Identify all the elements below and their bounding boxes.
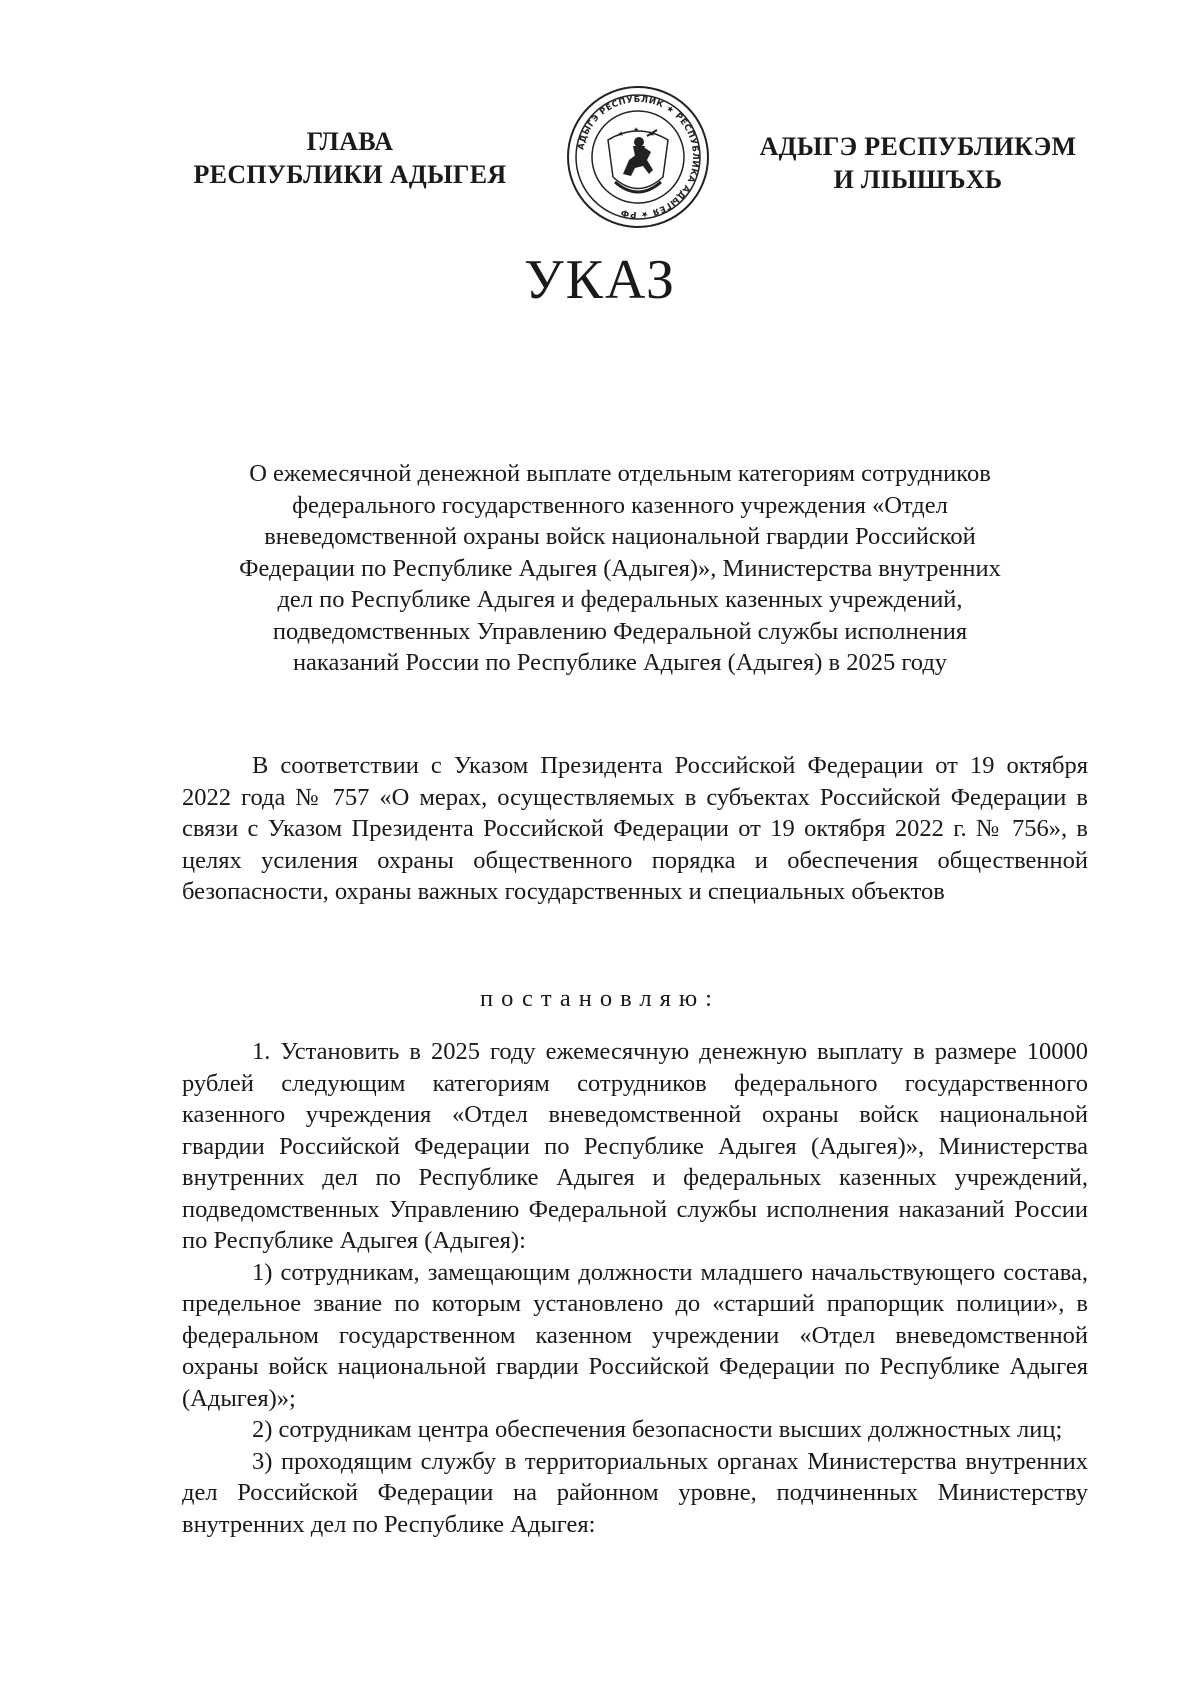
header-right <box>748 130 1088 196</box>
header-left <box>150 125 550 191</box>
svg-text:★: ★ <box>633 126 640 134</box>
subject-line: подведомственных Управлению Федеральной службы исполнения <box>272 617 968 645</box>
subject-line: наказаний России по Республике Адыгея (Адыгея) в 2025 году <box>292 649 948 676</box>
header-right-line-2: И ЛІЫШЪХЬ <box>833 165 1003 194</box>
header-right-line-1: АДЫГЭ РЕСПУБЛИКЭМ <box>759 132 1077 161</box>
body-paragraph: 2) сотрудникам центра обеспечения безопасности высших должностных лиц; <box>252 1416 1063 1443</box>
emblem-ring-text: АДЫГЭ РЕСПУБЛИК ★ РЕСПУБЛИКА АДЫГЕЯ ★ РФ <box>576 94 701 220</box>
subject-line: дел по Республике Адыгея и федеральных казенных учреждений, <box>277 586 963 613</box>
document-body <box>182 1036 1088 1540</box>
body-paragraph: 1) сотрудникам, замещающим должности младшего начальствующего состава, предельное звание по которым установлено до «старший прапорщик полиции», в федеральном государственном казенном учреждении «Отдел вневедомственной охраны войск национальной гвардии Российской Федерации по Республике Адыгея (Адыгея)»; <box>182 1258 1088 1412</box>
svg-text:★: ★ <box>618 130 625 138</box>
coat-of-arms-icon <box>563 82 713 232</box>
preamble-paragraph: В соответствии с Указом Президента Российской Федерации от 19 октября 2022 года № 757 «О мерах, осуществляемых в субъектах Российской Федерации в связи с Указом Президента Российской Федерации от 19 октября 2022 г. № 756», в целях усиления охраны общественного порядка и обеспечения общественной безопасности, охраны важных государственных и специальных объектов <box>182 752 1088 905</box>
svg-text:★: ★ <box>649 130 656 138</box>
header-left-line-1: ГЛАВА <box>306 127 394 156</box>
body-paragraph: 1. Установить в 2025 году ежемесячную денежную выплату в размере 10000 рублей следующим категориям сотрудников федерального государственного казенного учреждения «Отдел вневедомственной охраны войск национальной гвардии Российской Федерации по Республике Адыгея (Адыгея)», Министерства внутренних дел по Республике Адыгея и федеральных казенных учреждений, подведомственных Управлению Федеральной службы исполнения наказаний России по Республике Адыгея (Адыгея): <box>182 1038 1088 1254</box>
subject-line: О ежемесячной денежной выплате отдельным категориям сотрудников <box>249 460 991 487</box>
decree-word: постановляю: <box>480 985 720 1012</box>
document-type-title: УКАЗ <box>523 249 677 311</box>
subject-line: Федерации по Республике Адыгея (Адыгея)», Министерства внутренних <box>239 554 1001 582</box>
body-paragraph: 3) проходящим службу в территориальных органах Министерства внутренних дел Российской Федерации на районном уровне, подчиненных Министерству внутренних дел по Республике Адыгея: <box>182 1447 1088 1538</box>
header-left-line-2: РЕСПУБЛИКИ АДЫГЕЯ <box>193 160 507 189</box>
emblem-graphic <box>563 82 713 232</box>
subject-line: вневедомственной охраны войск национальной гвардии Российской <box>264 523 976 550</box>
subject-line: федерального государственного казенного учреждения «Отдел <box>292 491 948 519</box>
document-subject <box>170 458 1070 679</box>
